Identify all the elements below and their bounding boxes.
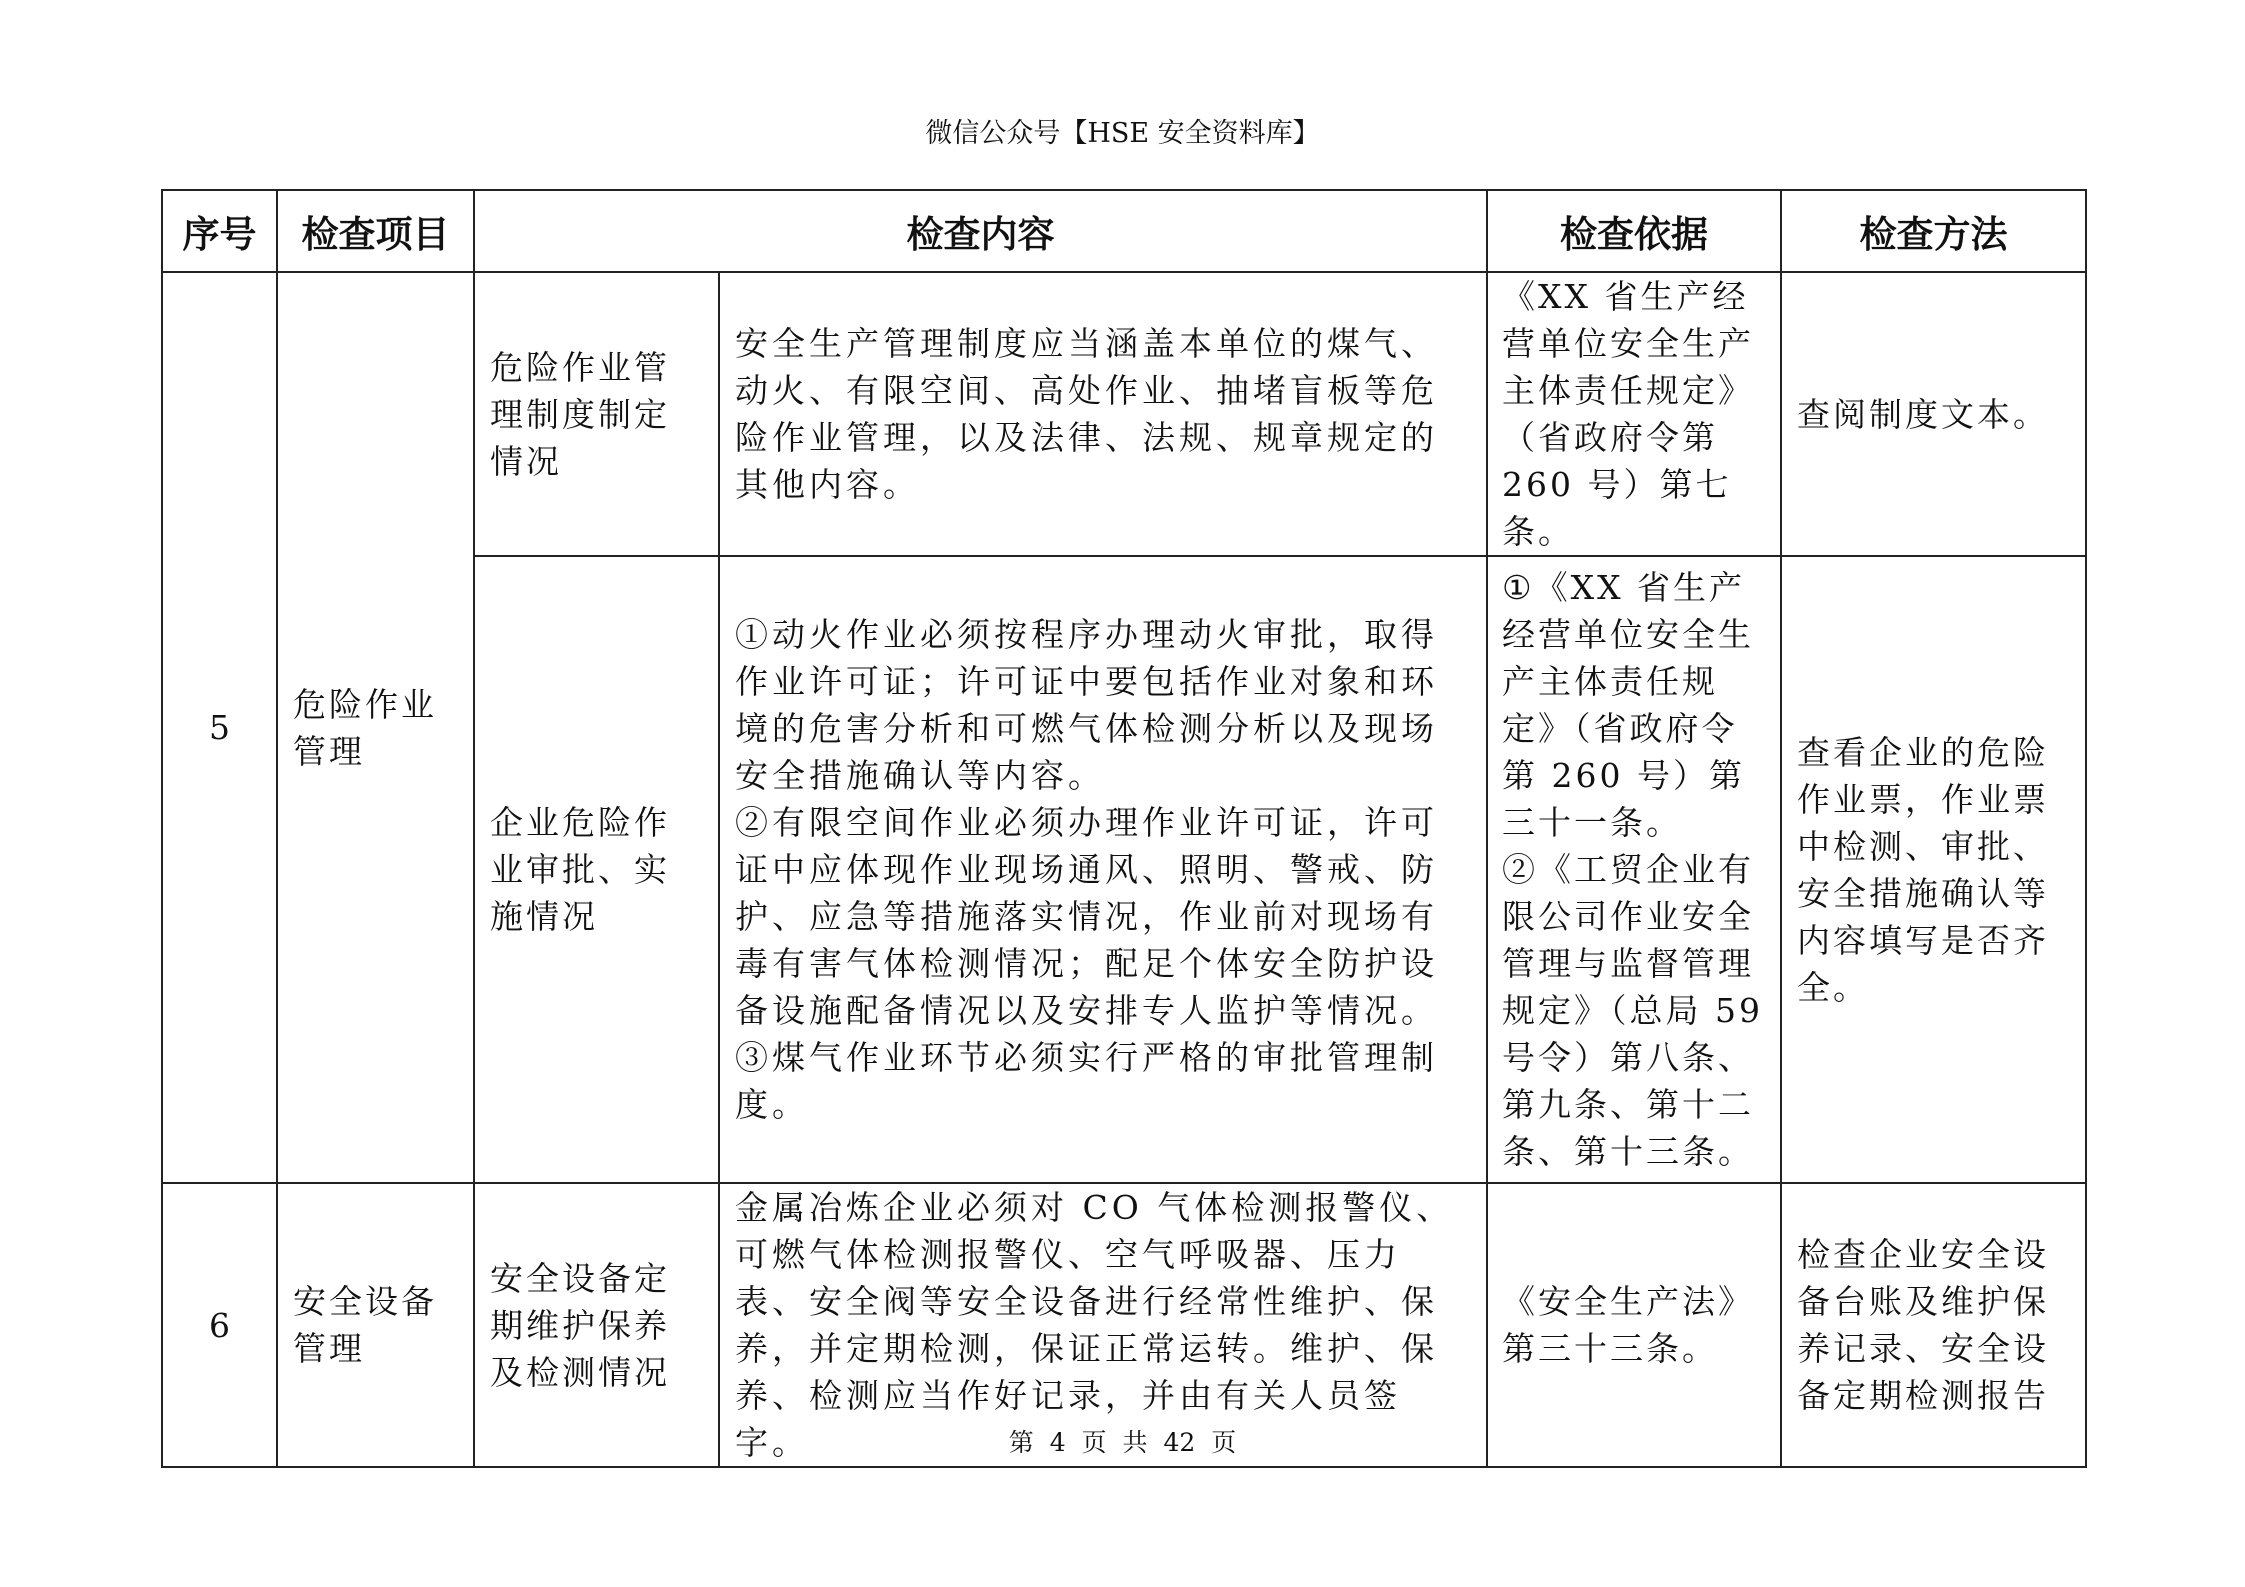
inspection-table [161, 189, 2087, 1468]
table-header-row [162, 190, 2086, 272]
basis-cell: 《XX 省生产经营单位安全生产主体责任规定》（省政府令第 260 号）第七条。 [1487, 272, 1781, 556]
sub-item-cell: 企业危险作业审批、实施情况 [474, 556, 719, 1183]
row-number-cell: 5 [162, 272, 277, 1183]
check-item-cell: 安全设备管理 [277, 1183, 474, 1467]
basis-cell: ①《XX 省生产经营单位安全生产主体责任规定》（省政府令第 260 号）第三十一条。 ②《工贸企业有限公司作业安全管理与监督管理规定》（总局 59 号令）第八条、第九条、第十二条、第十三条。 [1487, 556, 1781, 1183]
column-header-basis: 检查依据 [1487, 190, 1781, 272]
page-header: 微信公众号【HSE 安全资料库】 [925, 118, 1320, 149]
method-cell: 检查企业安全设备台账及维护保养记录、安全设备定期检测报告 [1781, 1183, 2086, 1467]
column-header-method: 检查方法 [1781, 190, 2086, 272]
content-cell: 金属冶炼企业必须对 CO 气体检测报警仪、可燃气体检测报警仪、空气呼吸器、压力表、安全阀等安全设备进行经常性维护、保养，并定期检测，保证正常运转。维护、保养、检测应当作好记录，并由有关人员签字。 [719, 1183, 1487, 1467]
check-item-cell: 危险作业管理 [277, 272, 474, 1183]
table-row [162, 272, 2086, 556]
row-number-cell: 6 [162, 1183, 277, 1467]
page-number-footer: 第 4 页 共 42 页 [1008, 1428, 1237, 1457]
method-cell: 查看企业的危险作业票，作业票中检测、审批、安全措施确认等内容填写是否齐全。 [1781, 556, 2086, 1183]
basis-cell: 《安全生产法》第三十三条。 [1487, 1183, 1781, 1467]
column-header-item: 检查项目 [277, 190, 474, 272]
column-header-no: 序号 [162, 190, 277, 272]
content-cell: 安全生产管理制度应当涵盖本单位的煤气、动火、有限空间、高处作业、抽堵盲板等危险作业管理，以及法律、法规、规章规定的其他内容。 [719, 272, 1487, 556]
content-cell: ①动火作业必须按程序办理动火审批，取得作业许可证；许可证中要包括作业对象和环境的危害分析和可燃气体检测分析以及现场安全措施确认等内容。 ②有限空间作业必须办理作业许可证，许可证中应体现作业现场通风、照明、警戒、防护、应急等措施落实情况，作业前对现场有毒有害气体检测情况；配足个体安全防护设备设施配备情况以及安排专人监护等情况。 ③煤气作业环节必须实行严格的审批管理制度。 [719, 556, 1487, 1183]
sub-item-cell: 危险作业管理制度制定情况 [474, 272, 719, 556]
sub-item-cell: 安全设备定期维护保养及检测情况 [474, 1183, 719, 1467]
column-header-content: 检查内容 [474, 190, 1487, 272]
method-cell: 查阅制度文本。 [1781, 272, 2086, 556]
